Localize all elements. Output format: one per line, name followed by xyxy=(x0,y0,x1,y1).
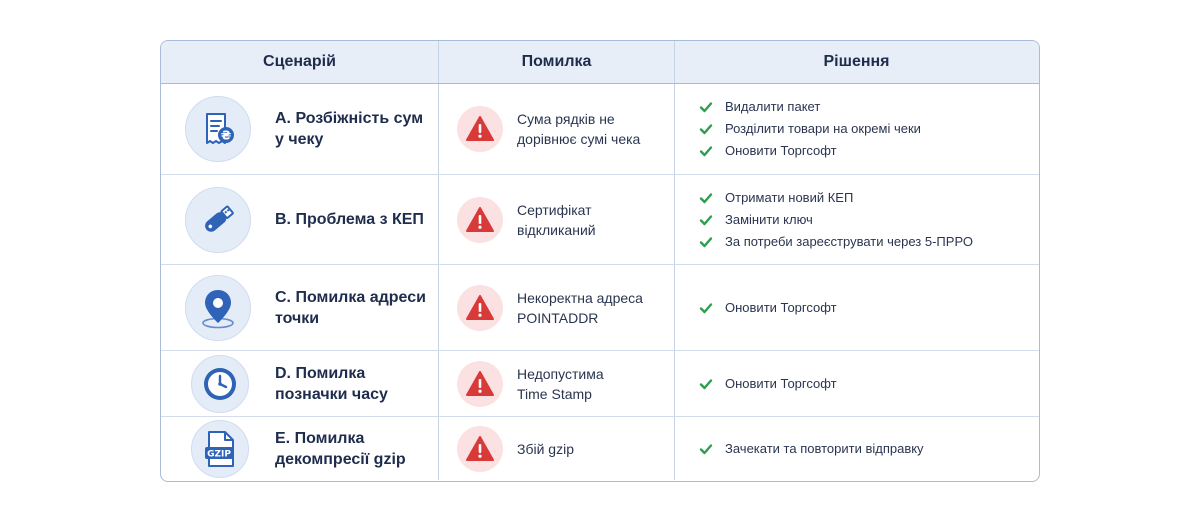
usb-key-icon xyxy=(185,187,251,253)
warning-icon xyxy=(457,285,503,331)
solution-item xyxy=(699,373,837,395)
check-icon xyxy=(699,191,713,205)
solution-label: Зачекати та повторити відправку xyxy=(725,440,924,456)
gzip-icon-label: GZIP xyxy=(207,449,231,459)
scenario-title: C. Помилка адреси точки xyxy=(275,288,426,327)
check-icon xyxy=(699,100,713,114)
solution-cell xyxy=(675,175,1038,264)
error-cell xyxy=(439,84,675,174)
solution-label: За потреби зареєструвати через 5-ПРРО xyxy=(725,233,973,249)
check-icon xyxy=(699,235,713,249)
header-error: Помилка xyxy=(439,41,675,83)
map-pin-icon xyxy=(185,275,251,341)
solution-list xyxy=(699,438,924,460)
gzip-file-icon xyxy=(191,420,249,478)
header-solution: Рішення xyxy=(823,53,890,70)
clock-icon xyxy=(191,355,249,413)
solution-item xyxy=(699,231,973,253)
check-icon xyxy=(699,213,713,227)
solution-item xyxy=(699,140,921,162)
error-text: Некоректна адреса POINTADDR xyxy=(517,289,643,326)
check-icon xyxy=(699,144,713,158)
svg-text:₴: ₴ xyxy=(220,128,232,143)
solution-label: Видалити пакет xyxy=(725,99,821,114)
solution-cell xyxy=(675,265,1038,350)
scenario-title: A. Розбіжність сум у чеку xyxy=(275,110,424,148)
header-scenario: Сценарій xyxy=(161,41,439,83)
error-cell xyxy=(439,265,675,350)
check-icon xyxy=(699,442,713,456)
scenario-cell xyxy=(161,84,439,174)
solution-cell xyxy=(675,84,1038,174)
error-cell xyxy=(439,175,675,264)
warning-icon xyxy=(457,106,503,152)
solution-cell xyxy=(675,351,1038,416)
solution-label: Розділити товари на окремі чеки xyxy=(725,121,921,136)
scenario-cell xyxy=(161,351,439,416)
check-icon xyxy=(699,122,713,136)
scenario-title: D. Помилка позначки часу xyxy=(275,364,388,403)
solution-list xyxy=(699,96,921,162)
error-text: Сертифікат відкликаний xyxy=(517,201,596,238)
error-cell xyxy=(439,351,675,416)
table-row xyxy=(161,351,1039,417)
solution-item xyxy=(699,297,837,319)
error-text: Сума рядків не дорівнює сумі чека xyxy=(517,111,641,147)
table-row xyxy=(161,265,1039,351)
error-table xyxy=(160,40,1040,482)
warning-icon xyxy=(457,426,503,472)
solution-item xyxy=(699,96,921,118)
error-text: Недопустима Time Stamp xyxy=(517,365,604,402)
solution-label: Оновити Торгсофт xyxy=(725,143,837,158)
solution-item xyxy=(699,118,921,140)
solution-item xyxy=(699,209,973,231)
solution-label: Оновити Торгсофт xyxy=(725,375,837,391)
scenario-cell xyxy=(161,175,439,264)
scenario-cell xyxy=(161,265,439,350)
scenario-cell xyxy=(161,417,439,480)
table-row xyxy=(161,417,1039,480)
solution-list xyxy=(699,187,973,253)
solution-label: Отримати новий КЕП xyxy=(725,189,854,205)
check-icon xyxy=(699,301,713,315)
table-header xyxy=(161,41,1039,84)
scenario-title: E. Помилка декомпресії gzip xyxy=(275,429,406,468)
solution-label: Оновити Торгсофт xyxy=(725,299,837,315)
table-row xyxy=(161,84,1039,175)
solution-cell xyxy=(675,417,1038,480)
solution-list xyxy=(699,297,837,319)
receipt-hryvnia-icon xyxy=(185,96,251,162)
error-text: Збій gzip xyxy=(517,440,574,457)
solution-item xyxy=(699,438,924,460)
solution-item xyxy=(699,187,973,209)
solution-label: Замінити ключ xyxy=(725,211,813,227)
scenario-title: B. Проблема з КЕП xyxy=(275,211,424,228)
check-icon xyxy=(699,377,713,391)
error-cell xyxy=(439,417,675,480)
warning-icon xyxy=(457,361,503,407)
solution-list xyxy=(699,373,837,395)
warning-icon xyxy=(457,197,503,243)
table-row xyxy=(161,175,1039,265)
